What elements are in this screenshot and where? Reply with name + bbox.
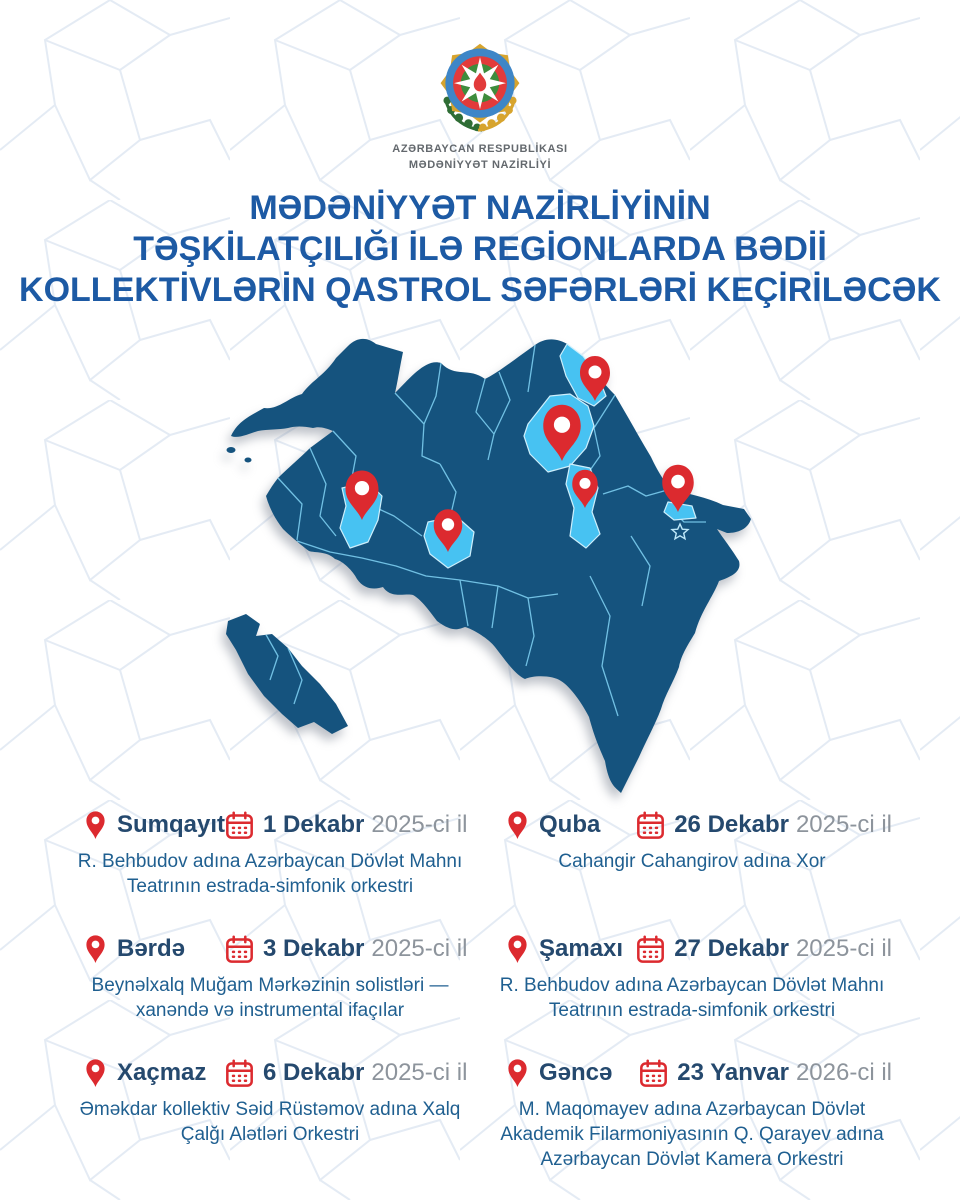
- entry-location: [85, 934, 225, 964]
- calendar-icon: [639, 1059, 668, 1088]
- entry-date: [225, 1059, 467, 1088]
- entry-date: [636, 935, 892, 964]
- schedule-entry-berde: [70, 932, 470, 1023]
- date-text: 27 Dekabr: [674, 935, 789, 962]
- entry-header: [70, 808, 470, 842]
- date-text: 1 Dekabr: [263, 811, 365, 838]
- calendar-icon: [636, 935, 665, 964]
- city-name: Şamaxı: [539, 935, 624, 962]
- year-text: 2026-ci il: [795, 1059, 892, 1086]
- city-name: Gəncə: [539, 1059, 613, 1086]
- entry-location: [507, 934, 636, 964]
- date-text: 6 Dekabr: [263, 1059, 365, 1086]
- entry-location: [507, 810, 636, 840]
- title-line3: KOLLEKTİVLƏRİN QASTROL SƏFƏRLƏRİ KEÇİRİLƏCƏK: [19, 271, 941, 309]
- entry-header: [492, 808, 892, 842]
- calendar-icon: [636, 811, 665, 840]
- entry-header: [492, 932, 892, 966]
- header: [0, 36, 960, 174]
- performer-description: M. Maqomayev adına Azərbaycan Dövlət Akademik Filarmoniyasının Q. Qarayev adına Azərbaycan Dövlət Kamera Orkestri: [500, 1099, 884, 1171]
- calendar-icon: [225, 935, 254, 964]
- entry-header: [492, 1056, 892, 1090]
- schedule-entry-quba: [492, 808, 892, 874]
- entry-date: [639, 1059, 892, 1088]
- location-pin-icon: [507, 934, 528, 964]
- azerbaijan-map: [198, 336, 758, 806]
- date-text: 23 Yanvar: [677, 1059, 789, 1086]
- location-pin-icon: [507, 1058, 528, 1088]
- entry-date: [225, 935, 467, 964]
- org-name-line1: AZƏRBAYCAN RESPUBLİKASI: [392, 143, 568, 155]
- page-title: [0, 188, 960, 311]
- performer-description: Beynəlxalq Muğam Mərkəzinin solistləri — xanəndə və instrumental ifaçılar: [91, 975, 449, 1022]
- location-pin-icon: [85, 934, 106, 964]
- entry-location: [85, 1058, 225, 1088]
- city-name: Sumqayıt: [117, 811, 226, 838]
- location-pin-icon: [507, 810, 528, 840]
- entry-header: [70, 932, 470, 966]
- entry-location: [507, 1058, 639, 1088]
- schedule-entry-xacmaz: [70, 1056, 470, 1147]
- date-text: 3 Dekabr: [263, 935, 365, 962]
- location-pin-icon: [85, 810, 106, 840]
- city-name: Bərdə: [117, 935, 186, 962]
- entry-date: [636, 811, 892, 840]
- year-text: 2025-ci il: [371, 1059, 468, 1086]
- org-name-line2: MƏDƏNİYYƏT NAZİRLİYİ: [408, 158, 552, 171]
- performer-description: Əməkdar kollektiv Səid Rüstəmov adına Xalq Çalğı Alətləri Orkestri: [79, 1099, 461, 1146]
- performer-description: Cahangir Cahangirov adına Xor: [558, 851, 826, 872]
- calendar-icon: [225, 811, 254, 840]
- schedule-entry-samaxi: [492, 932, 892, 1023]
- city-name: Quba: [539, 811, 601, 838]
- title-line2: TƏŞKİLATÇILIĞI İLƏ REGİONLARDA BƏDİİ: [133, 230, 827, 268]
- schedule-entry-sumqayit: [70, 808, 470, 899]
- entry-location: [85, 810, 225, 840]
- entry-date: [225, 811, 467, 840]
- performer-description: R. Behbudov adına Azərbaycan Dövlət Mahnı Teatrının estrada-simfonik orkestri: [77, 851, 463, 898]
- map-exclave-nakhchivan: [226, 614, 348, 734]
- year-text: 2025-ci il: [371, 935, 468, 962]
- title-line1: MƏDƏNİYYƏT NAZİRLİYİNİN: [249, 189, 711, 227]
- map-landmass: [226, 339, 751, 793]
- year-text: 2025-ci il: [795, 811, 892, 838]
- calendar-icon: [225, 1059, 254, 1088]
- ministry-emblem-icon: [430, 36, 530, 138]
- year-text: 2025-ci il: [795, 935, 892, 962]
- year-text: 2025-ci il: [371, 811, 468, 838]
- location-pin-icon: [85, 1058, 106, 1088]
- schedule-entry-gence: [492, 1056, 892, 1172]
- city-name: Xaçmaz: [117, 1059, 207, 1086]
- date-text: 26 Dekabr: [674, 811, 789, 838]
- performer-description: R. Behbudov adına Azərbaycan Dövlət Mahnı Teatrının estrada-simfonik orkestri: [499, 975, 885, 1022]
- entry-header: [70, 1056, 470, 1090]
